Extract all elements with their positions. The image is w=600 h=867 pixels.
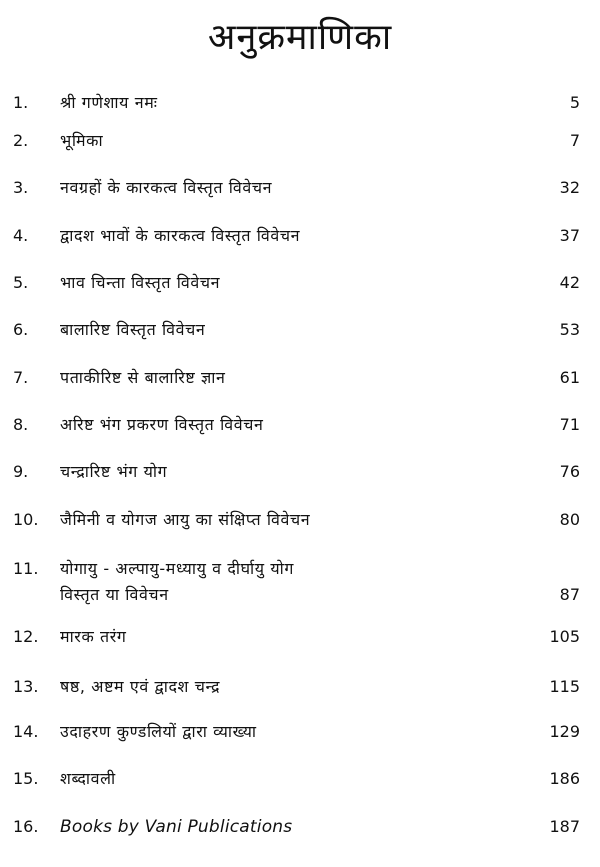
- entry-page: 5: [569, 93, 580, 112]
- entry-number: 12.: [13, 627, 39, 646]
- entry-title: भूमिका: [60, 131, 104, 150]
- toc-entry-7: [0, 363, 600, 393]
- entry-number: 5.: [13, 273, 29, 292]
- toc-entry-10: [0, 505, 600, 535]
- entry-number: 14.: [13, 722, 39, 741]
- entry-number: 2.: [13, 131, 29, 150]
- entry-page: 129: [549, 722, 580, 741]
- entry-title: षष्ठ, अष्टम एवं द्वादश चन्द्र: [60, 677, 221, 696]
- entry-title: पताकीरिष्ट से बालारिष्ट ज्ञान: [60, 368, 226, 387]
- entry-page: 53: [559, 320, 580, 339]
- toc-entry-8: [0, 410, 600, 440]
- entry-page: 186: [549, 769, 580, 788]
- entry-title: चन्द्रारिष्ट भंग योग: [60, 462, 168, 481]
- entry-title: शब्दावली: [60, 769, 116, 788]
- toc-entry-6: [0, 315, 600, 345]
- toc-entry-2: [0, 126, 600, 156]
- entry-page: 105: [549, 627, 580, 646]
- toc-entry-9: [0, 457, 600, 487]
- entry-title: द्वादश भावों के कारकत्व विस्तृत विवेचन: [60, 226, 301, 245]
- entry-title: श्री गणेशाय नमः: [60, 93, 158, 112]
- entry-number: 1.: [13, 93, 29, 112]
- entry-page: 37: [559, 226, 580, 245]
- toc-entry-12: [0, 622, 600, 652]
- entry-page: 42: [559, 273, 580, 292]
- entry-title: भाव चिन्ता विस्तृत विवेचन: [60, 273, 221, 292]
- entry-number: 6.: [13, 320, 29, 339]
- toc-entry-16: [0, 812, 600, 842]
- entry-page: 71: [559, 415, 580, 434]
- toc-entry-13: [0, 672, 600, 702]
- entry-number: 13.: [13, 677, 39, 696]
- entry-number: 4.: [13, 226, 29, 245]
- entry-title: उदाहरण कुण्डलियों द्वारा व्याख्या: [60, 722, 257, 741]
- toc-entry-14: [0, 717, 600, 747]
- toc-entry-5: [0, 268, 600, 298]
- entry-number: 8.: [13, 415, 29, 434]
- page-title: अनुक्रमाणिका: [207, 17, 393, 58]
- entry-page: 61: [559, 368, 580, 387]
- entry-title: मारक तरंग: [60, 627, 127, 646]
- entry-number: 16.: [13, 817, 39, 836]
- toc-entry-15: [0, 764, 600, 794]
- entry-number: 15.: [13, 769, 39, 788]
- entry-page: 76: [559, 462, 580, 481]
- entry-title: जैमिनी व योगज आयु का संक्षिप्त विवेचन: [60, 510, 311, 529]
- toc-entry-4: [0, 221, 600, 251]
- entry-number: 7.: [13, 368, 29, 387]
- entry-number: 9.: [13, 462, 29, 481]
- toc-entry-1: [0, 88, 600, 118]
- entry-number: 11.: [13, 559, 39, 578]
- entry-page: 7: [569, 131, 580, 150]
- entry-page: 187: [549, 817, 580, 836]
- entry-page: 80: [559, 510, 580, 529]
- entry-title: Books by Vani Publications: [60, 817, 293, 837]
- entry-title: नवग्रहों के कारकत्व विस्तृत विवेचन: [60, 178, 273, 197]
- entry-page: 32: [559, 178, 580, 197]
- entry-title: अरिष्ट भंग प्रकरण विस्तृत विवेचन: [60, 415, 264, 434]
- entry-title-continued: विस्तृत या विवेचन: [60, 585, 169, 604]
- entry-number: 10.: [13, 510, 39, 529]
- entry-title: बालारिष्ट विस्तृत विवेचन: [60, 320, 206, 339]
- toc-entry-11: [0, 554, 600, 610]
- entry-page: 87: [559, 585, 580, 604]
- entry-number: 3.: [13, 178, 29, 197]
- entry-page: 115: [549, 677, 580, 696]
- toc-entry-3: [0, 173, 600, 203]
- entry-title: योगायु - अल्पायु-मध्यायु व दीर्घायु योग: [60, 559, 294, 578]
